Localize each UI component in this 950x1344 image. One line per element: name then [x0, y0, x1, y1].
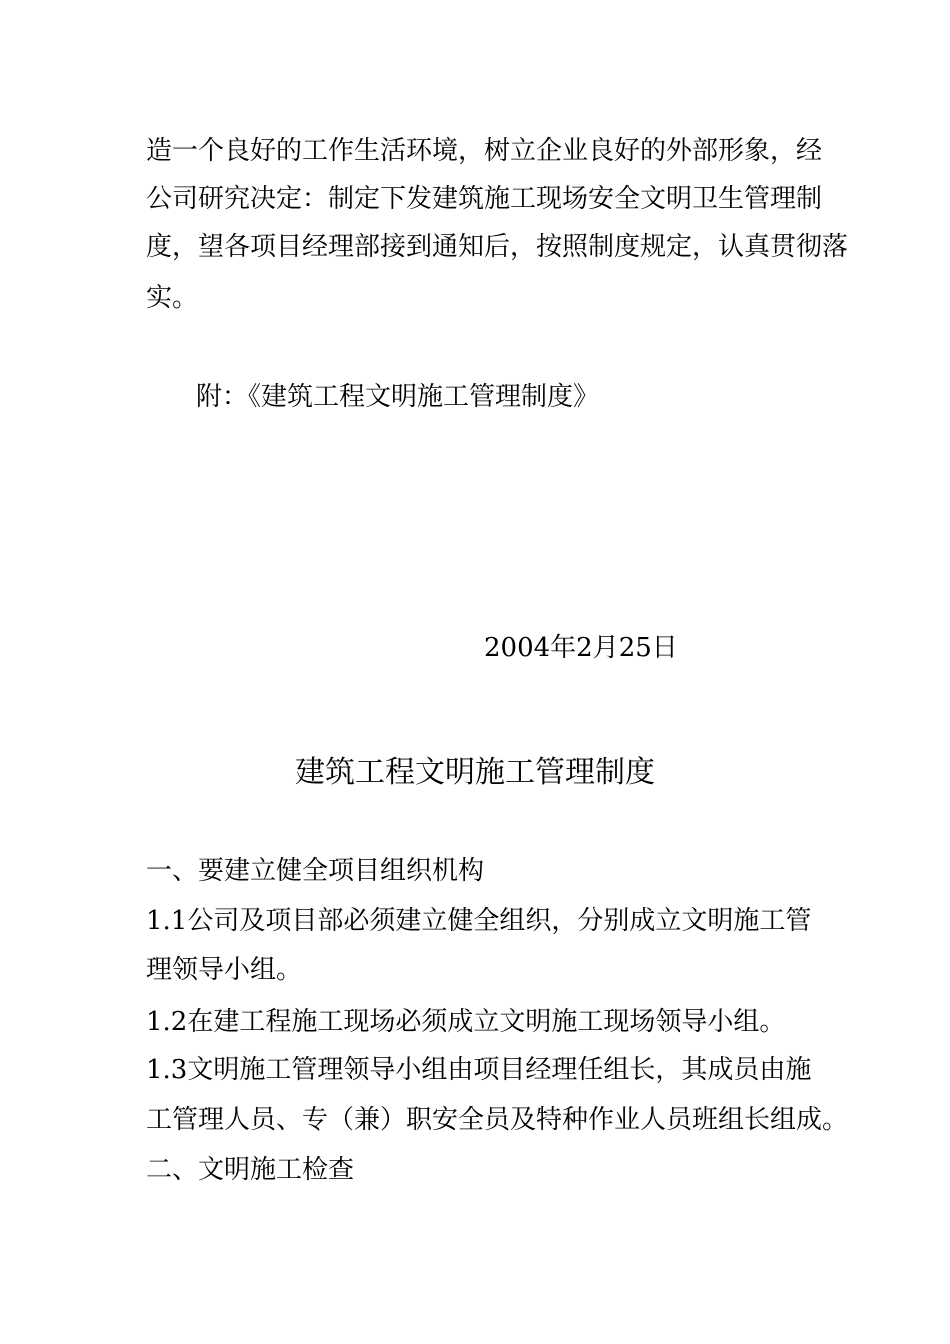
clause-1-3-line-1: 1.3文明施工管理领导小组由项目经理任组长，其成员由施: [146, 1055, 812, 1085]
clause-1-1-line-2: 理领导小组。: [146, 955, 303, 985]
intro-line-4: 实。: [146, 283, 199, 313]
clause-1-3-line-2: 工管理人员、专（兼）职安全员及特种作业人员班组长组成。: [146, 1105, 849, 1135]
intro-line-2: 公司研究决定：制定下发建筑施工现场安全文明卫生管理制: [146, 184, 823, 214]
section-heading-1: 一、要建立健全项目组织机构: [146, 856, 485, 886]
clause-1-2: 1.2在建工程施工现场必须成立文明施工现场领导小组。: [146, 1007, 786, 1037]
document-title: 建筑工程文明施工管理制度: [295, 755, 655, 790]
intro-line-1: 造一个良好的工作生活环境，树立企业良好的外部形象，经: [146, 136, 823, 166]
intro-line-3: 度，望各项目经理部接到通知后，按照制度规定，认真贯彻落: [146, 232, 849, 262]
attachment-note: 附：《建筑工程文明施工管理制度》: [196, 382, 600, 412]
clause-1-1-line-1: 1.1公司及项目部必须建立健全组织，分别成立文明施工管: [146, 906, 812, 936]
section-heading-2: 二、文明施工检查: [146, 1155, 355, 1185]
issue-date: 2004年2月25日: [484, 633, 678, 663]
